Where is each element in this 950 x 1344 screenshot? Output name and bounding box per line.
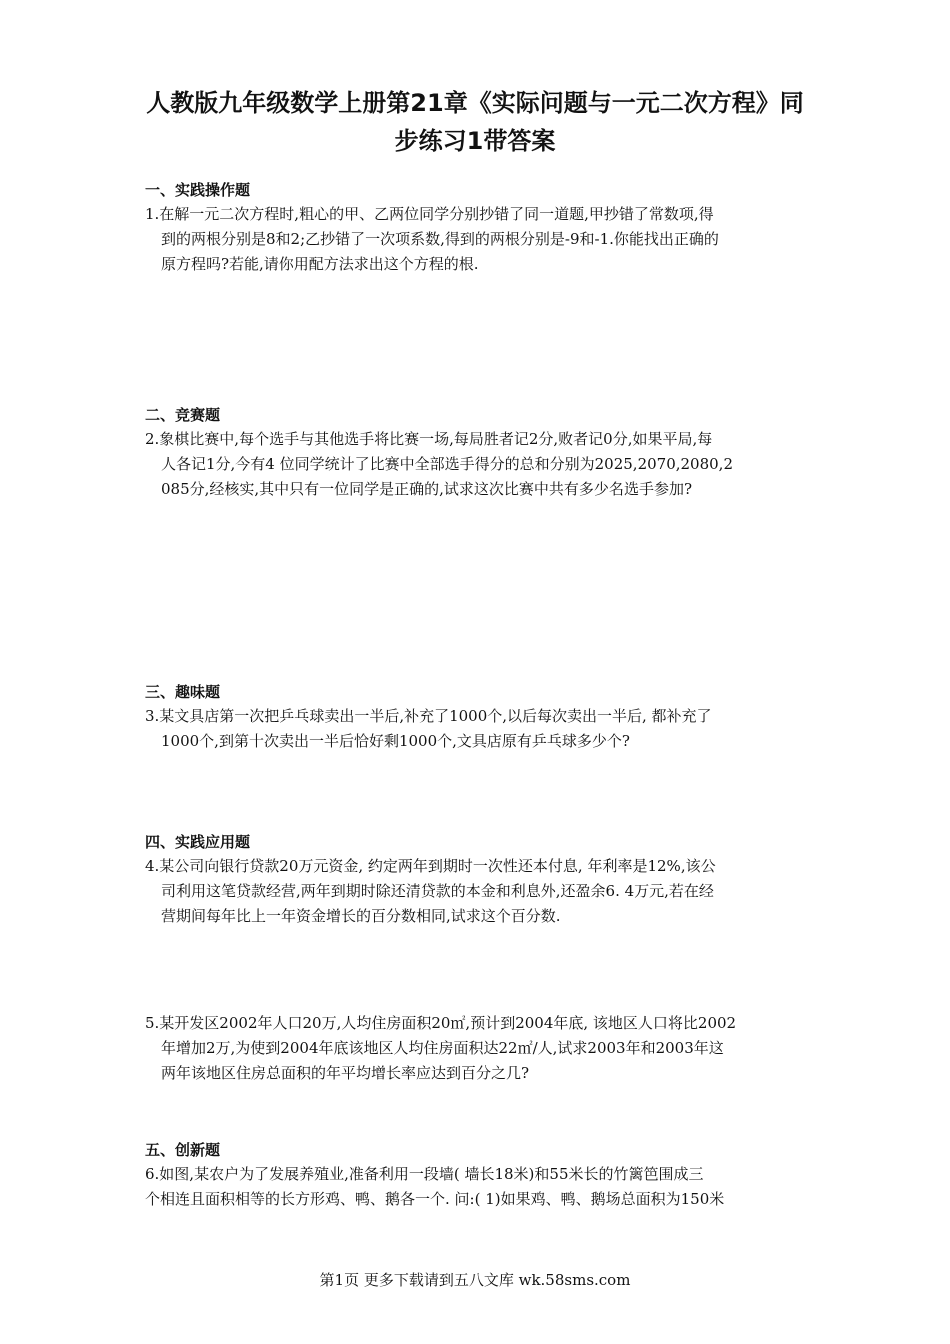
document-title (100, 84, 850, 160)
question-6 (145, 1162, 810, 1212)
section-heading-competition: 二、竞赛题 (145, 406, 221, 424)
question-3 (145, 704, 810, 754)
question-5-line-1: 5.某开发区2002年人口20万,人均住房面积20㎡,预计到2004年底, 该地区人口将比2002 (145, 1014, 737, 1032)
question-4-line-2: 司利用这笔贷款经营,两年到期时除还清贷款的本金和利息外,还盈余6. 4万元,若在经 (161, 882, 714, 900)
title-line-1: 人教版九年级数学上册第21章《实际问题与一元二次方程》同 (146, 89, 804, 117)
title-line-2: 步练习1带答案 (394, 127, 556, 155)
question-5-line-2: 年增加2万,为使到2004年底该地区人均住房面积达22㎡/人,试求2003年和2003年这 (161, 1039, 724, 1057)
question-1-line-2: 到的两根分别是8和2;乙抄错了一次项系数,得到的两根分别是-9和-1.你能找出正确的 (161, 230, 719, 248)
question-1-line-1: 1.在解一元二次方程时,粗心的甲、乙两位同学分别抄错了同一道题,甲抄错了常数项,得 (145, 205, 714, 223)
section-heading-application: 四、实践应用题 (145, 833, 251, 851)
section-heading-practice: 一、实践操作题 (145, 181, 251, 199)
section-heading-innovation: 五、创新题 (145, 1141, 221, 1159)
question-2 (145, 427, 810, 502)
question-1-line-3: 原方程吗?若能,请你用配方法求出这个方程的根. (161, 255, 479, 273)
question-2-line-1: 2.象棋比赛中,每个选手与其他选手将比赛一场,每局胜者记2分,败者记0分,如果平局,每 (145, 430, 713, 448)
question-2-line-2: 人各记1分,今有4 位同学统计了比赛中全部选手得分的总和分别为2025,2070,2080,2 (161, 455, 733, 473)
page-footer: 第1页 更多下载请到五八文库 wk.58sms.com (319, 1271, 631, 1289)
question-1 (145, 202, 810, 277)
question-5-line-3: 两年该地区住房总面积的年平均增长率应达到百分之几? (161, 1064, 530, 1082)
question-4-line-1: 4.某公司向银行贷款20万元资金, 约定两年到期时一次性还本付息, 年利率是12%,该公 (145, 857, 716, 875)
question-6-line-2: 个相连且面积相等的长方形鸡、鸭、鹅各一个. 问:( 1)如果鸡、鸭、鹅场总面积为150米 (145, 1190, 725, 1208)
question-4-line-3: 营期间每年比上一年资金增长的百分数相同,试求这个百分数. (161, 907, 561, 925)
section-heading-fun: 三、趣味题 (145, 683, 221, 701)
question-2-line-3: 085分,经核实,其中只有一位同学是正确的,试求这次比赛中共有多少名选手参加? (161, 480, 692, 498)
question-4 (145, 854, 810, 929)
question-6-line-1: 6.如图,某农户为了发展养殖业,准备利用一段墙( 墙长18米)和55米长的竹篱笆围成三 (145, 1165, 704, 1183)
question-3-line-1: 3.某文具店第一次把乒乓球卖出一半后,补充了1000个,以后每次卖出一半后, 都补充了 (145, 707, 712, 725)
question-3-line-2: 1000个,到第十次卖出一半后恰好剩1000个,文具店原有乒乓球多少个? (161, 732, 630, 750)
question-5 (145, 1011, 810, 1086)
